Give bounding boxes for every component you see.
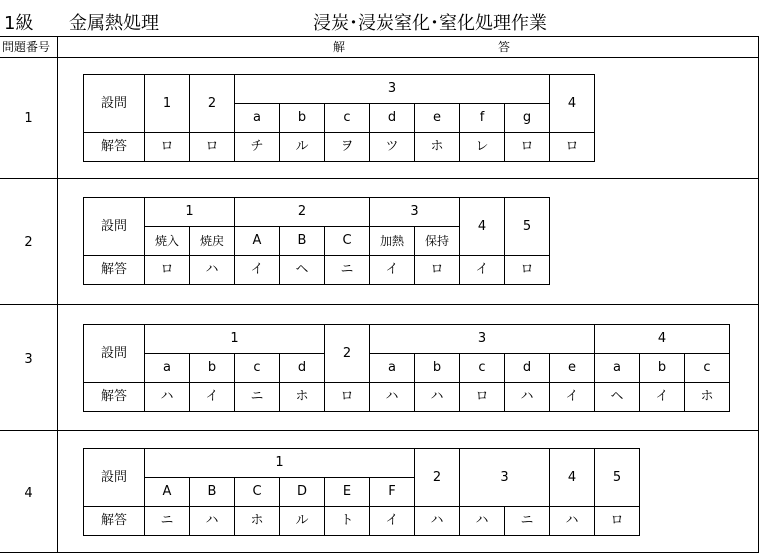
answer-cell: ロ: [505, 256, 550, 285]
answer-cell: ル: [280, 133, 325, 162]
answer-cell: イ: [460, 256, 505, 285]
answer-cell: ヘ: [280, 256, 325, 285]
sub-question: b: [190, 354, 235, 383]
answer-cell: ロ: [505, 133, 550, 162]
answer-cell: ロ: [415, 256, 460, 285]
answer-cell: ロ: [190, 133, 235, 162]
sub-question: f: [460, 104, 505, 133]
answer-cell: ホ: [685, 383, 730, 412]
sub-question: B: [190, 478, 235, 507]
sub-question: d: [370, 104, 415, 133]
question-number: 1: [145, 325, 325, 354]
sub-question: b: [415, 354, 460, 383]
row-divider: [0, 178, 759, 179]
answer-cell: ニ: [145, 507, 190, 536]
answer-cell: イ: [640, 383, 685, 412]
question-number: 4: [460, 198, 505, 256]
question-number: 4: [595, 325, 730, 354]
question-number: 1: [145, 198, 235, 227]
sub-question: e: [550, 354, 595, 383]
sub-question: c: [325, 104, 370, 133]
sub-question: e: [415, 104, 460, 133]
answer-cell: ホ: [415, 133, 460, 162]
answer-cell: レ: [460, 133, 505, 162]
row-divider: [0, 430, 759, 431]
header-row-divider: [0, 57, 759, 58]
answer-cell: ル: [280, 507, 325, 536]
subject-label: 金属熱処理: [69, 13, 159, 34]
question-number: 4: [550, 75, 595, 133]
sub-question: c: [460, 354, 505, 383]
sub-question: 保持: [415, 227, 460, 256]
question-number: 3: [370, 198, 460, 227]
sub-question: C: [325, 227, 370, 256]
answer-label: 解答: [84, 133, 145, 162]
question-number: 2: [325, 325, 370, 383]
sub-question: d: [280, 354, 325, 383]
answer-cell: ハ: [460, 507, 505, 536]
sub-question: a: [370, 354, 415, 383]
column-header-answer-left: 解: [333, 40, 346, 54]
answer-cell: ハ: [190, 256, 235, 285]
answer-cell: イ: [235, 256, 280, 285]
header: [0, 0, 760, 36]
sub-question: d: [505, 354, 550, 383]
sub-question: 加熱: [370, 227, 415, 256]
answer-cell: ロ: [595, 507, 640, 536]
answer-cell: ホ: [280, 383, 325, 412]
sub-question: A: [235, 227, 280, 256]
question-label: 設問: [84, 325, 145, 383]
answer-cell: ヘ: [595, 383, 640, 412]
question-label: 設問: [84, 75, 145, 133]
problem-number: 1: [24, 111, 33, 126]
sub-question: c: [235, 354, 280, 383]
answer-cell: ニ: [325, 256, 370, 285]
question-number: 5: [505, 198, 550, 256]
answer-label: 解答: [84, 507, 145, 536]
question-number: 2: [190, 75, 235, 133]
answer-cell: ロ: [460, 383, 505, 412]
grade-label: 1級: [4, 13, 34, 34]
problem-number: 4: [24, 486, 33, 501]
answer-table-4: [83, 448, 640, 536]
answer-cell: イ: [550, 383, 595, 412]
sub-question: B: [280, 227, 325, 256]
question-number: 1: [145, 449, 415, 478]
sub-question: b: [640, 354, 685, 383]
work-title: 浸炭･浸炭窒化･窒化処理作業: [313, 13, 547, 34]
problem-number: 3: [24, 352, 33, 367]
sub-question: D: [280, 478, 325, 507]
sub-question: g: [505, 104, 550, 133]
question-number: 3: [235, 75, 550, 104]
answer-cell: ハ: [415, 383, 460, 412]
answer-cell: イ: [370, 507, 415, 536]
answer-cell: ハ: [190, 507, 235, 536]
question-number: 3: [460, 449, 550, 507]
answer-cell: ロ: [325, 383, 370, 412]
answer-cell: チ: [235, 133, 280, 162]
question-number: 5: [595, 449, 640, 507]
answer-cell: ハ: [370, 383, 415, 412]
answer-cell: ロ: [145, 256, 190, 285]
column-header-answer-right: 答: [498, 40, 511, 54]
answer-cell: ト: [325, 507, 370, 536]
sub-question: E: [325, 478, 370, 507]
question-number: 2: [415, 449, 460, 507]
answer-cell: ハ: [145, 383, 190, 412]
answer-cell: イ: [370, 256, 415, 285]
question-label: 設問: [84, 198, 145, 256]
question-number: 3: [370, 325, 595, 354]
sub-question: a: [595, 354, 640, 383]
answer-cell: ロ: [145, 133, 190, 162]
answer-cell: ツ: [370, 133, 415, 162]
question-number: 4: [550, 449, 595, 507]
sub-question: a: [235, 104, 280, 133]
sub-question: 焼戻: [190, 227, 235, 256]
answer-cell: ロ: [550, 133, 595, 162]
sub-question: C: [235, 478, 280, 507]
answer-cell: ヲ: [325, 133, 370, 162]
sub-question: 焼入: [145, 227, 190, 256]
sub-question: A: [145, 478, 190, 507]
answer-label: 解答: [84, 256, 145, 285]
answer-cell: イ: [190, 383, 235, 412]
answer-cell: ニ: [235, 383, 280, 412]
question-label: 設問: [84, 449, 145, 507]
sub-question: F: [370, 478, 415, 507]
column-header-number: 問題番号: [2, 40, 51, 54]
answer-cell: ニ: [505, 507, 550, 536]
answer-cell: ホ: [235, 507, 280, 536]
answer-cell: ハ: [505, 383, 550, 412]
answer-table-2: [83, 197, 550, 285]
question-number: 2: [235, 198, 370, 227]
answer-table-3: [83, 324, 730, 412]
problem-number: 2: [24, 235, 33, 250]
sub-question: a: [145, 354, 190, 383]
answer-label: 解答: [84, 383, 145, 412]
answer-table-1: [83, 74, 595, 162]
column-divider: [57, 36, 58, 553]
sub-question: b: [280, 104, 325, 133]
answer-cell: ハ: [415, 507, 460, 536]
sub-question: c: [685, 354, 730, 383]
question-number: 1: [145, 75, 190, 133]
answer-cell: ハ: [550, 507, 595, 536]
row-divider: [0, 304, 759, 305]
